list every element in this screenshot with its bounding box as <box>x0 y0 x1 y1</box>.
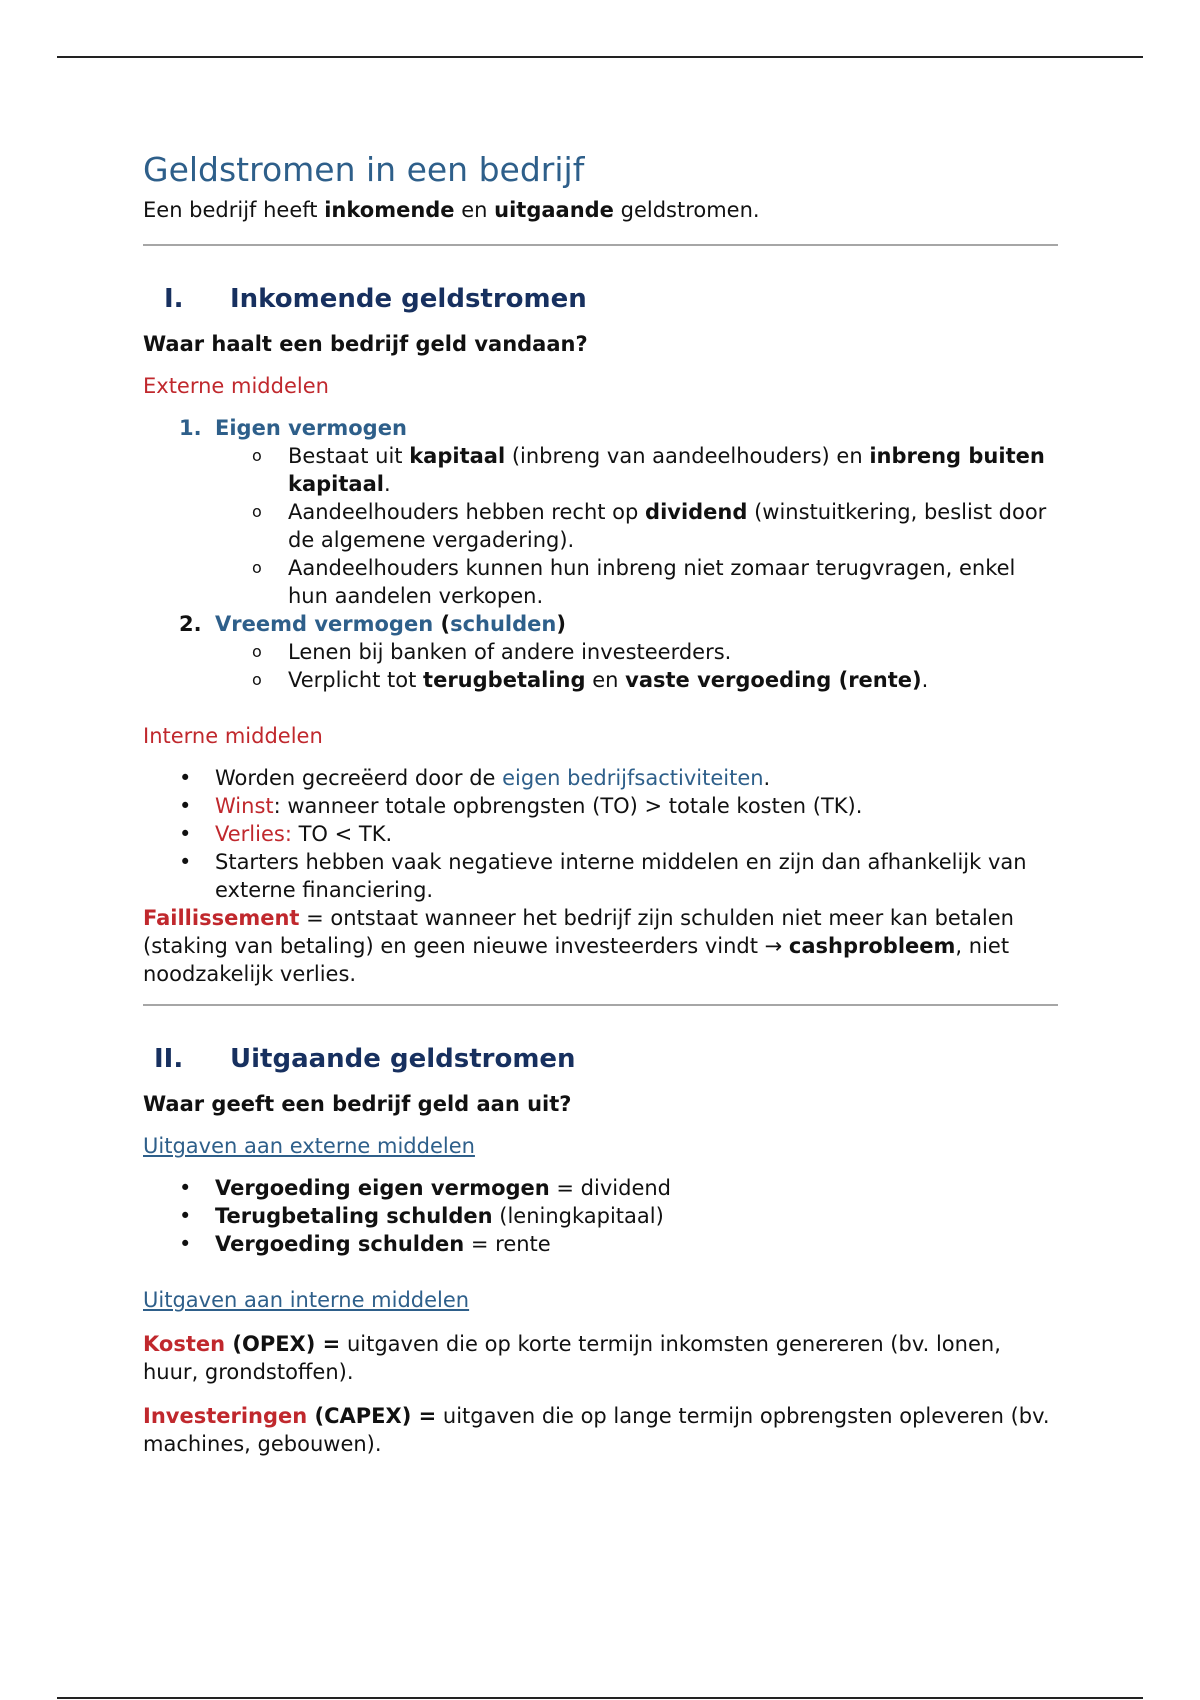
list-number: 2. <box>179 612 202 636</box>
list-item: o Aandeelhouders kunnen hun inbreng niet zomaar terugvragen, enkel hun aandelen verkopen. <box>288 554 1058 610</box>
subheading-uitgaven-externe: Uitgaven aan externe middelen <box>143 1134 475 1158</box>
document-body <box>143 150 1058 1458</box>
section-divider <box>143 244 1058 246</box>
numbered-list <box>143 414 1058 694</box>
section-number: I. <box>164 284 184 314</box>
page-bottom-rule <box>57 1697 1143 1699</box>
section-question: Waar haalt een bedrijf geld vandaan? <box>143 332 588 356</box>
section-divider <box>143 1004 1058 1006</box>
page-top-rule <box>57 56 1143 58</box>
section-heading-inkomende <box>143 282 1058 316</box>
intro-bold-uitgaande: uitgaande <box>494 198 614 222</box>
kosten-paragraph: Kosten (OPEX) = uitgaven die op korte termijn inkomsten genereren (bv. lonen, huur, grondstoffen). <box>143 1332 1001 1384</box>
list-item: o Aandeelhouders hebben recht op dividend (winstuitkering, beslist door de algemene vergadering). <box>288 498 1058 554</box>
bullet-list-interne <box>143 764 1058 904</box>
list-item: o Verplicht tot terugbetaling en vaste vergoeding (rente). <box>288 666 1058 694</box>
list-item: • Verlies: TO < TK. <box>215 820 1058 848</box>
section-title: Uitgaande geldstromen <box>230 1044 576 1074</box>
section-question: Waar geeft een bedrijf geld aan uit? <box>143 1092 572 1116</box>
faillissement-paragraph: Faillissement = ontstaat wanneer het bedrijf zijn schulden niet meer kan betalen (staking van betaling) en geen nieuwe investeerders vindt → cashprobleem, niet noodzakelijk verlies. <box>143 906 1014 986</box>
list-item-title: Eigen vermogen <box>215 416 407 440</box>
list-item-eigen-vermogen <box>143 414 1058 442</box>
section-heading-uitgaande <box>143 1042 1058 1076</box>
list-item: • Winst: wanneer totale opbrengsten (TO) > totale kosten (TK). <box>215 792 1058 820</box>
subheading-uitgaven-interne: Uitgaven aan interne middelen <box>143 1288 470 1312</box>
subheading-interne-middelen: Interne middelen <box>143 724 323 748</box>
sub-bullet-list <box>143 442 1058 610</box>
subheading-externe-middelen: Externe middelen <box>143 374 329 398</box>
list-item: • Vergoeding eigen vermogen = dividend <box>215 1174 1058 1202</box>
intro-text: Een bedrijf heeft <box>143 198 325 222</box>
page-title: Geldstromen in een bedrijf <box>143 150 585 189</box>
list-item: • Starters hebben vaak negatieve interne middelen en zijn dan afhankelijk van externe financiering. <box>215 848 1058 904</box>
list-item: o Bestaat uit kapitaal (inbreng van aandeelhouders) en inbreng buiten kapitaal. <box>288 442 1058 498</box>
list-item-title: Vreemd vermogen (schulden) <box>215 612 566 636</box>
section-title: Inkomende geldstromen <box>230 284 587 314</box>
list-item: o Lenen bij banken of andere investeerders. <box>288 638 1058 666</box>
section-number: II. <box>154 1044 184 1074</box>
list-item: • Terugbetaling schulden (leningkapitaal) <box>215 1202 1058 1230</box>
bullet-list-uitgaven-externe <box>143 1174 1058 1258</box>
intro-paragraph <box>143 196 1058 224</box>
list-item: • Worden gecreëerd door de eigen bedrijfsactiviteiten. <box>215 764 1058 792</box>
investeringen-paragraph: Investeringen (CAPEX) = uitgaven die op lange termijn opbrengsten opleveren (bv. machines, gebouwen). <box>143 1404 1050 1456</box>
list-item: • Vergoeding schulden = rente <box>215 1230 1058 1258</box>
intro-text: geldstromen. <box>613 198 760 222</box>
intro-bold-inkomende: inkomende <box>324 198 455 222</box>
intro-text: en <box>454 198 495 222</box>
list-number: 1. <box>179 416 202 440</box>
sub-bullet-list <box>143 638 1058 694</box>
list-item-vreemd-vermogen <box>143 610 1058 638</box>
